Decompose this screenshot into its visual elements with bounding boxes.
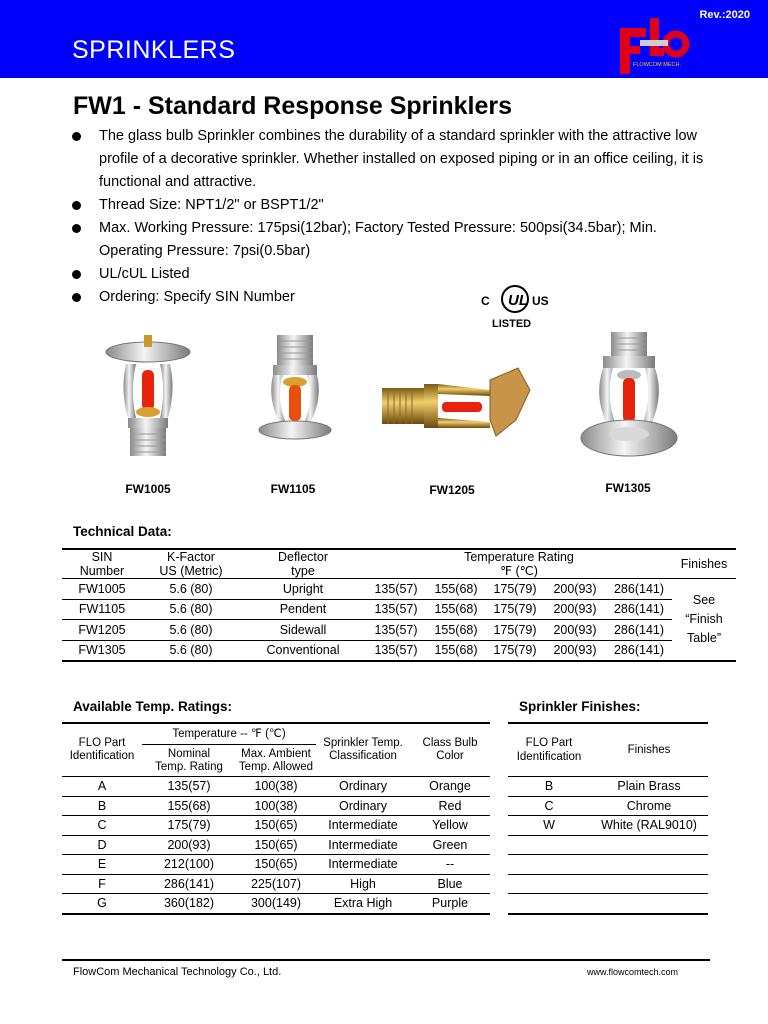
ul-listed-mark	[480, 281, 552, 331]
header-temperature: Temperature Rating ℉ (℃)	[464, 550, 574, 578]
cell-ambient: 150(65)	[254, 837, 298, 852]
cell-classification: Intermediate	[328, 837, 398, 852]
cell-part-id	[508, 894, 590, 914]
product-label-fw1105: FW1105	[270, 482, 316, 496]
table-row	[508, 796, 708, 816]
fw1205-image	[378, 360, 548, 460]
cell-nominal: 360(182)	[163, 896, 215, 911]
temp-ratings-title: Available Temp. Ratings:	[73, 699, 233, 714]
cell-classification: Intermediate	[328, 857, 398, 872]
header-nominal: Nominal Temp. Rating	[142, 745, 236, 777]
table-row	[62, 620, 736, 641]
table-row	[508, 777, 708, 797]
table-row	[508, 894, 708, 914]
table-row	[62, 816, 490, 836]
table-row	[62, 894, 490, 914]
cell-classification: Extra High	[333, 896, 393, 911]
table-header-row	[62, 549, 736, 579]
cell-kfactor: 5.6 (80)	[169, 643, 213, 658]
cell-finish	[590, 894, 708, 914]
product-label-fw1305: FW1305	[605, 481, 651, 495]
cell-sin: FW1105	[78, 602, 126, 617]
cell-ambient: 100(38)	[254, 798, 298, 813]
cell-sin: FW1005	[78, 581, 126, 596]
cell-nominal: 135(57)	[167, 779, 211, 794]
fw1305-image	[577, 328, 682, 463]
feature-item: Thread Size: NPT1/2" or BSPT1/2"	[72, 194, 712, 217]
cell-bulb-color: Green	[432, 837, 468, 852]
feature-item: Max. Working Pressure: 175psi(12bar); Factory Tested Pressure: 500psi(34.5bar); Min. Operating Pressure: 7psi(0.5bar)	[72, 217, 712, 263]
cell-part-id: D	[97, 837, 107, 852]
cell-temp: 200(93)	[553, 581, 597, 596]
cell-temp: 286(141)	[613, 581, 665, 596]
cell-nominal: 286(141)	[163, 876, 215, 891]
cell-part-id: C	[97, 818, 107, 833]
flo-logo	[616, 14, 690, 76]
cell-nominal: 200(93)	[167, 837, 211, 852]
temp-ratings-table	[62, 722, 490, 915]
fw1005-image	[98, 330, 198, 460]
cell-temp: 135(57)	[374, 602, 418, 617]
cell-sin: FW1205	[78, 622, 126, 637]
cell-classification: Ordinary	[339, 798, 387, 813]
cell-classification: High	[350, 876, 376, 891]
ul-listed-text: LISTED	[492, 318, 532, 330]
header-title: SPRINKLERS	[72, 36, 236, 64]
footer-company: FlowCom Mechanical Technology Co., Ltd.	[73, 966, 282, 978]
cell-classification: Ordinary	[339, 779, 387, 794]
cell-nominal: 155(68)	[167, 798, 211, 813]
feature-item: UL/cUL Listed	[72, 263, 712, 286]
table-row	[508, 874, 708, 894]
cell-temp: 155(68)	[434, 643, 478, 658]
cell-temp: 200(93)	[553, 602, 597, 617]
cell-temp: 286(141)	[613, 643, 665, 658]
header-part-id: FLO Part Identification	[516, 737, 582, 763]
cell-temp: 175(79)	[493, 602, 537, 617]
cell-deflector: Sidewall	[279, 622, 327, 637]
ul-text: UL	[508, 292, 528, 309]
cell-part-id: B	[544, 779, 554, 794]
finishes-table	[508, 722, 708, 915]
cell-temp: 175(79)	[493, 643, 537, 658]
revision-label: Rev.:2020	[699, 9, 750, 21]
header-ambient: Max. Ambient Temp. Allowed	[236, 745, 316, 777]
cell-finish: White (RAL9010)	[601, 818, 697, 833]
cell-finish	[590, 835, 708, 855]
cell-part-id	[508, 874, 590, 894]
cell-deflector: Conventional	[266, 643, 340, 658]
table-row	[508, 855, 708, 875]
table-header-row	[508, 723, 708, 777]
ul-us-text: US	[532, 294, 549, 308]
cell-part-id: E	[97, 857, 107, 872]
cell-part-id: W	[543, 818, 555, 833]
cell-part-id	[508, 835, 590, 855]
table-row	[62, 579, 736, 600]
feature-item: Ordering: Specify SIN Number	[72, 286, 712, 309]
cell-part-id: G	[97, 896, 107, 911]
cell-part-id	[508, 855, 590, 875]
cell-bulb-color: Blue	[437, 876, 463, 891]
cell-ambient: 150(65)	[254, 857, 298, 872]
feature-item: The glass bulb Sprinkler combines the durability of a standard sprinkler with the attractive low profile of a decorative sprinkler. Whether installed on exposed piping or in an office ceiling, it is functional and attractive.	[72, 125, 712, 194]
cell-bulb-color: Orange	[429, 779, 471, 794]
table-row	[62, 835, 490, 855]
product-label-fw1005: FW1005	[125, 482, 171, 496]
cell-bulb-color: --	[445, 857, 455, 872]
cell-nominal: 212(100)	[163, 857, 215, 872]
header-classification: Sprinkler Temp. Classification	[323, 737, 403, 762]
cell-part-id: B	[97, 798, 107, 813]
cell-finish: Plain Brass	[617, 779, 681, 794]
table-row	[62, 777, 490, 797]
cell-temp: 200(93)	[553, 643, 597, 658]
ul-c-text: C	[481, 294, 490, 308]
cell-kfactor: 5.6 (80)	[169, 602, 213, 617]
fw1105-image	[245, 330, 345, 460]
finishes-title: Sprinkler Finishes:	[519, 699, 641, 714]
cell-temp: 200(93)	[553, 622, 597, 637]
table-header-row	[62, 723, 490, 745]
header-finish: Finishes	[627, 744, 671, 756]
cell-part-id: C	[544, 798, 554, 813]
header-part-id: FLO Part Identification	[69, 737, 135, 762]
header-deflector: Deflector type	[277, 550, 329, 578]
cell-temp: 286(141)	[613, 602, 665, 617]
header-band	[0, 0, 768, 78]
table-row	[508, 835, 708, 855]
header-finishes: Finishes	[680, 557, 728, 571]
table-row	[62, 855, 490, 875]
cell-classification: Intermediate	[328, 818, 398, 833]
cell-ambient: 150(65)	[254, 818, 298, 833]
cell-kfactor: 5.6 (80)	[169, 622, 213, 637]
cell-ambient: 100(38)	[254, 779, 298, 794]
technical-data-title: Technical Data:	[73, 524, 172, 539]
cell-deflector: Upright	[282, 581, 324, 596]
technical-data-table	[62, 548, 736, 662]
table-row	[508, 816, 708, 836]
cell-temp: 175(79)	[493, 581, 537, 596]
cell-finish	[590, 855, 708, 875]
cell-part-id: A	[97, 779, 107, 794]
cell-bulb-color: Yellow	[432, 818, 468, 833]
header-bulb-color: Class Bulb Color	[422, 737, 478, 762]
cell-finishes-note: See “Finish Table”	[685, 593, 723, 645]
cell-ambient: 300(149)	[250, 896, 302, 911]
table-row	[62, 796, 490, 816]
cell-temp: 175(79)	[493, 622, 537, 637]
cell-deflector: Pendent	[279, 602, 327, 617]
cell-temp: 155(68)	[434, 602, 478, 617]
header-kfactor: K-Factor US (Metric)	[159, 550, 223, 578]
cell-temp: 286(141)	[613, 622, 665, 637]
cell-finish	[590, 874, 708, 894]
header-temperature-group: Temperature -- ℉ (℃)	[172, 727, 286, 740]
table-row	[62, 640, 736, 661]
page-title: FW1 - Standard Response Sprinklers	[73, 92, 512, 120]
cell-kfactor: 5.6 (80)	[169, 581, 213, 596]
cell-temp: 135(57)	[374, 581, 418, 596]
cell-part-id: F	[98, 876, 106, 891]
product-label-fw1205: FW1205	[429, 483, 475, 497]
table-row	[62, 599, 736, 620]
footer-url[interactable]: www.flowcomtech.com	[586, 967, 678, 977]
cell-temp: 135(57)	[374, 622, 418, 637]
cell-bulb-color: Red	[438, 798, 462, 813]
cell-temp: 155(68)	[434, 581, 478, 596]
cell-temp: 135(57)	[374, 643, 418, 658]
cell-nominal: 175(79)	[167, 818, 211, 833]
cell-sin: FW1305	[78, 643, 126, 658]
cell-temp: 155(68)	[434, 622, 478, 637]
cell-bulb-color: Purple	[431, 896, 469, 911]
logo-subtext: FLOWCOM MECH.	[633, 62, 681, 68]
cell-ambient: 225(107)	[250, 876, 302, 891]
footer-divider	[62, 959, 710, 961]
header-sin: SIN Number	[79, 550, 125, 578]
feature-list	[72, 125, 712, 309]
table-row	[62, 874, 490, 894]
cell-finish: Chrome	[626, 798, 672, 813]
